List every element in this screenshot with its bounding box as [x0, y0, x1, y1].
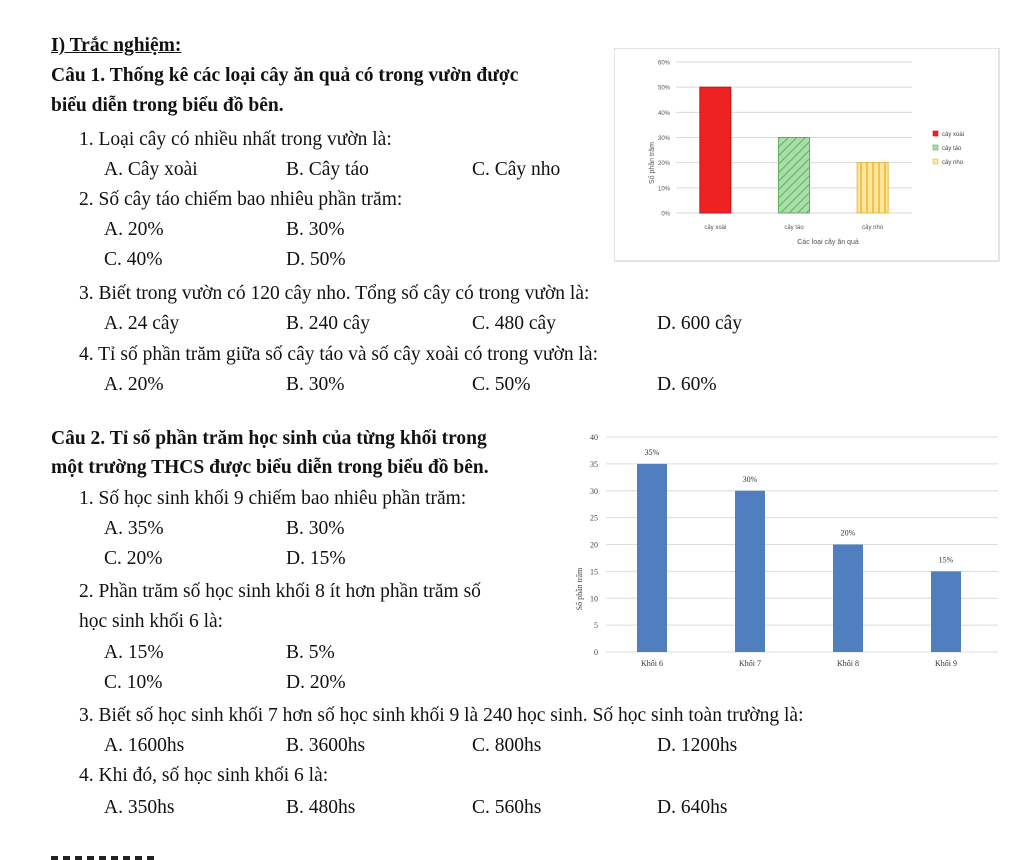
chart1-ytick-label: 0%: [661, 211, 670, 218]
q2-title-line1: Câu 2. Tỉ số phần trăm học sinh của từng khối trong: [51, 428, 487, 449]
q2-item2-question-line2: học sinh khối 6 là:: [79, 611, 224, 632]
q2-item2-question-line1: 2. Phần trăm số học sinh khối 8 ít hơn phần trăm số: [79, 581, 481, 602]
chart2-ytick-label: 30: [590, 486, 598, 496]
chart1-category-label: cây xoài: [704, 225, 727, 231]
q2-item2-option-a: A. 15%: [104, 642, 164, 663]
chart-students-per-grade: [568, 425, 1004, 680]
q1-item4-question: 4. Tỉ số phần trăm giữa số cây táo và số cây xoài có trong vườn là:: [79, 344, 599, 365]
chart-fruit-trees: [614, 48, 1000, 262]
q2-item2-option-d: D. 20%: [286, 672, 346, 693]
section-title: I) Trắc nghiệm:: [51, 35, 182, 56]
q2-item4-option-b: B. 480hs: [286, 797, 356, 818]
q1-item1-option-b: B. Cây táo: [286, 159, 369, 180]
chart2-ytick-label: 10: [590, 594, 598, 604]
q1-item2-option-b: B. 30%: [286, 219, 345, 240]
q2-item4-option-a: A. 350hs: [104, 797, 175, 818]
chart1-legend-label: cây xoài: [942, 132, 965, 138]
chart1-ylabel: Số phần trăm: [649, 141, 656, 185]
q2-item3-option-c: C. 800hs: [472, 735, 542, 756]
q2-item2-option-c: C. 10%: [104, 672, 163, 693]
chart1-legend-swatch: [933, 159, 938, 164]
q1-item4-option-c: C. 50%: [472, 374, 531, 395]
chart1-legend-label: cây táo: [942, 146, 962, 152]
q1-title-line1: Câu 1. Thống kê các loại cây ăn quả có trong vườn được: [51, 65, 519, 86]
q2-item1-option-c: C. 20%: [104, 548, 163, 569]
chart1-ytick-label: 40%: [657, 110, 670, 117]
chart2-bar: [637, 464, 667, 652]
chart2-category-label: Khối 6: [641, 659, 663, 668]
q2-item4-option-d: D. 640hs: [657, 797, 728, 818]
q2-item1-option-a: A. 35%: [104, 518, 164, 539]
chart1-ytick-label: 50%: [657, 85, 670, 92]
q2-item3-option-a: A. 1600hs: [104, 735, 185, 756]
chart1-legend-label: cây nho: [942, 160, 964, 166]
q2-item1-question: 1. Số học sinh khối 9 chiếm bao nhiêu phần trăm:: [79, 488, 467, 509]
chart2-ytick-label: 15: [590, 567, 598, 577]
chart1-xlabel: Các loại cây ăn quả: [797, 239, 859, 246]
chart2-ytick-label: 0: [594, 648, 598, 657]
chart2-ytick-label: 5: [594, 621, 598, 631]
q1-item3-option-d: D. 600 cây: [657, 313, 743, 334]
chart1-ytick-label: 10%: [657, 186, 670, 193]
chart2-category-label: Khối 8: [837, 659, 859, 668]
q1-item3-option-b: B. 240 cây: [286, 313, 370, 334]
q1-item2-option-c: C. 40%: [104, 249, 163, 270]
chart2-ytick-label: 40: [590, 433, 598, 442]
q2-item1-option-b: B. 30%: [286, 518, 345, 539]
cutoff-next-section: [51, 852, 159, 860]
chart1-bar: [700, 87, 731, 213]
q1-item1-question: 1. Loại cây có nhiều nhất trong vườn là:: [79, 129, 392, 150]
chart1-category-label: cây nho: [862, 225, 884, 231]
chart2-ytick-label: 20: [590, 540, 598, 550]
q1-item3-question: 3. Biết trong vườn có 120 cây nho. Tổng số cây có trong vườn là:: [79, 283, 590, 304]
q2-item3-question: 3. Biết số học sinh khối 7 hơn số học sinh khối 9 là 240 học sinh. Số học sinh toàn trường là:: [79, 705, 804, 726]
chart2-data-label: 30%: [742, 474, 758, 484]
q1-item1-option-a: A. Cây xoài: [104, 159, 198, 180]
q1-item4-option-b: B. 30%: [286, 374, 345, 395]
chart2-ylabel: Số phần trăm: [575, 567, 584, 611]
chart2-bar: [735, 491, 765, 652]
chart1-bar: [857, 163, 888, 213]
q1-item3-option-c: C. 480 cây: [472, 313, 556, 334]
q1-item1-option-c: C. Cây nho: [472, 159, 561, 180]
chart1-ytick-label: 30%: [657, 136, 670, 142]
q2-item1-option-d: D. 15%: [286, 548, 346, 569]
chart2-category-label: Khối 7: [739, 659, 761, 668]
chart1-category-label: cây táo: [784, 225, 804, 231]
q2-item3-option-d: D. 1200hs: [657, 735, 738, 756]
q1-item2-option-d: D. 50%: [286, 249, 346, 270]
chart1-ytick-label: 60%: [657, 60, 670, 67]
chart2-ytick-label: 25: [590, 513, 598, 523]
chart2-bar: [931, 571, 961, 652]
chart1-legend-swatch: [933, 131, 938, 136]
chart2-bar: [833, 545, 863, 653]
q1-item4-option-a: A. 20%: [104, 374, 164, 395]
q2-item4-question: 4. Khi đó, số học sinh khối 6 là:: [79, 765, 329, 786]
chart2-category-label: Khối 9: [935, 659, 957, 668]
q1-item3-option-a: A. 24 cây: [104, 313, 180, 334]
chart2-ytick-label: 35: [590, 459, 598, 469]
chart2-data-label: 20%: [840, 528, 856, 538]
q1-title-line2: biểu diễn trong biểu đồ bên.: [51, 95, 284, 116]
q1-item4-option-d: D. 60%: [657, 374, 717, 395]
q2-item3-option-b: B. 3600hs: [286, 735, 366, 756]
q1-item2-option-a: A. 20%: [104, 219, 164, 240]
chart1-legend-swatch: [933, 145, 938, 150]
chart1-ytick-label: 20%: [657, 161, 670, 168]
q2-item2-option-b: B. 5%: [286, 642, 335, 663]
chart2-data-label: 35%: [644, 447, 660, 457]
chart1-bar: [779, 138, 810, 214]
q1-item2-question: 2. Số cây táo chiếm bao nhiêu phần trăm:: [79, 189, 403, 210]
chart2-data-label: 15%: [938, 555, 954, 565]
q2-item4-option-c: C. 560hs: [472, 797, 542, 818]
q2-title-line2: một trường THCS được biểu diễn trong biểu đồ bên.: [51, 457, 489, 478]
